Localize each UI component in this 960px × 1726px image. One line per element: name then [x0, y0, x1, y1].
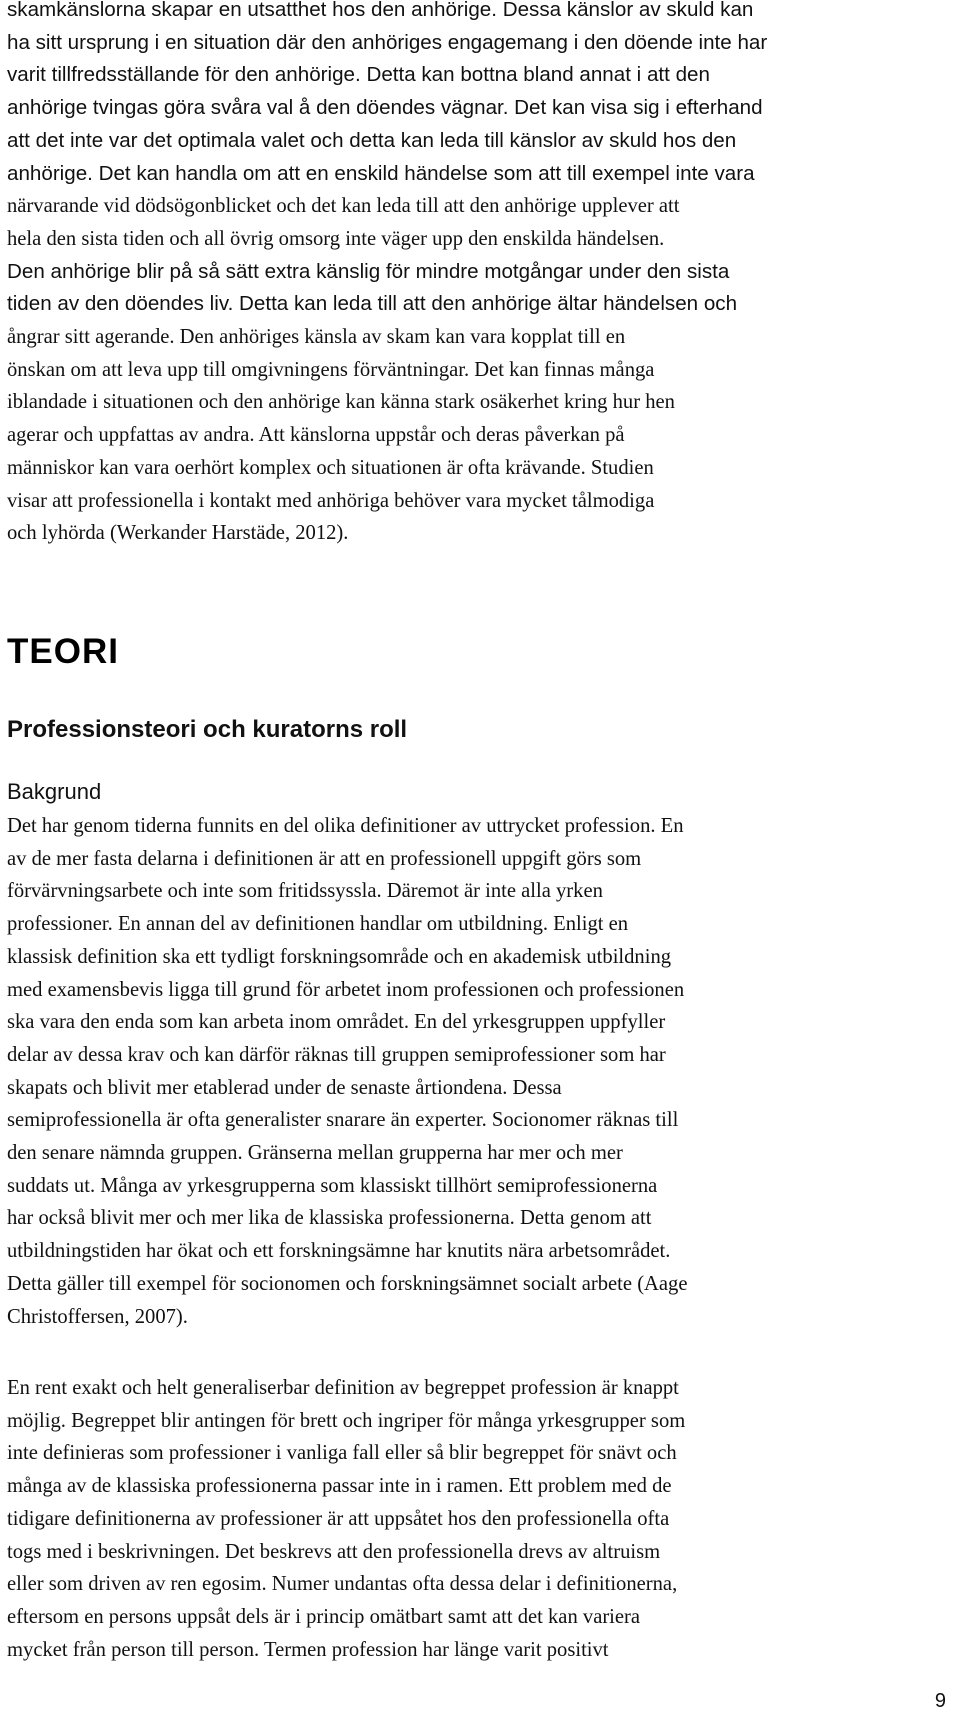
text-line: mycket från person till person. Termen profession har länge varit positivt	[7, 1638, 609, 1661]
text-line: professioner. En annan del av definitionen handlar om utbildning. Enligt en	[7, 913, 629, 936]
text-line: skamkänslorna skapar en utsatthet hos den anhörige. Dessa känslor av skuld kan	[7, 0, 754, 21]
text-line: Det har genom tiderna funnits en del olika definitioner av uttrycket profession. En	[7, 815, 684, 837]
text-line: ångrar sitt agerande. Den anhöriges känsla av skam kan vara kopplat till en	[7, 326, 626, 349]
text-line: många av de klassiska professionerna passar inte in i ramen. Ett problem med de	[7, 1475, 672, 1498]
text-line: av de mer fasta delarna i definitionen är att en professionell uppgift görs som	[7, 847, 642, 870]
body-paragraph-2	[7, 1372, 952, 1666]
text-line: iblandade i situationen och den anhörige kan känna stark osäkerhet kring hur hen	[7, 391, 675, 414]
text-line: närvarande vid dödsögonblicket och det kan leda till att den anhörige upplever att	[7, 195, 680, 218]
text-line: utbildningstiden har ökat och ett forskningsämne har knutits nära arbetsområdet.	[7, 1240, 671, 1263]
text-line: möjlig. Begreppet blir antingen för brett och ingriper för många yrkesgrupper som	[7, 1409, 686, 1432]
text-line: klassisk definition ska ett tydligt forskningsområde och en akademisk utbildning	[7, 945, 672, 968]
text-line: anhörige tvingas göra svåra val å den döendes vägnar. Det kan visa sig i efterhand	[7, 96, 763, 120]
text-fragment: Det kan handla om att en enskild händelse som att till exempel inte vara	[92, 161, 755, 185]
text-line: Den anhörige blir på så sätt extra känslig för mindre motgångar under den sista	[7, 259, 730, 283]
text-line: att det inte var det optimala valet och detta kan leda till känslor av skuld hos den	[7, 128, 737, 152]
text-line: agerar och uppfattas av andra. Att känslorna uppstår och deras påverkan på	[7, 424, 625, 447]
text-line	[7, 158, 952, 191]
text-line: suddats ut. Många av yrkesgrupperna som klassiskt tillhört semiprofessionerna	[7, 1174, 658, 1197]
text-line: inte definieras som professioner i vanliga fall eller så blir begreppet för snävt och	[7, 1442, 677, 1465]
subsection-heading: Professionsteori och kuratorns roll	[7, 716, 408, 743]
text-line: ska vara den enda som kan arbeta inom området. En del yrkesgruppen uppfyller	[7, 1011, 666, 1034]
intro-paragraph	[7, 0, 952, 550]
text-line: ha sitt ursprung i en situation där den anhöriges engagemang i den döende inte har	[7, 30, 768, 54]
text-line: skapats och blivit mer etablerad under de senaste årtiondena. Dessa	[7, 1076, 562, 1099]
text-line: har också blivit mer och mer lika de klassiska professionerna. Detta genom att	[7, 1207, 652, 1230]
text-line: eller som driven av ren egosim. Numer undantas ofta dessa delar i definitionerna,	[7, 1573, 678, 1596]
text-fragment: anhörige.	[7, 161, 93, 185]
text-line: varit tillfredsställande för den anhörige. Detta kan bottna bland annat i att den	[7, 63, 710, 87]
text-line: tidigare definitionerna av professioner är att uppsåtet hos den professionella ofta	[7, 1507, 670, 1530]
text-line: Detta gäller till exempel för socionomen och forskningsämnet socialt arbete (Aage	[7, 1272, 688, 1295]
subsubsection-heading: Bakgrund	[7, 779, 102, 804]
body-paragraph-1	[7, 810, 952, 1333]
text-line: önskan om att leva upp till omgivningens förväntningar. Det kan finnas många	[7, 358, 655, 381]
text-line: förvärvningsarbete och inte som fritidssysslа. Däremot är inte alla yrken	[7, 880, 603, 903]
text-line: togs med i beskrivningen. Det beskrevs att den professionella drevs av altruism	[7, 1540, 661, 1563]
text-line: visar att professionella i kontakt med anhöriga behöver vara mycket tålmodiga	[7, 489, 655, 512]
text-line: tiden av den döendes liv. Detta kan leda till att den anhörige ältar händelsen och	[7, 292, 738, 316]
text-line: människor kan vara oerhört komplex och situationen är ofta krävande. Studien	[7, 456, 654, 479]
section-heading: TEORI	[7, 632, 119, 671]
text-line: med examensbevis ligga till grund för arbetet inom professionen och professionen	[7, 978, 685, 1001]
page-number: 9	[934, 1690, 946, 1712]
text-line: och lyhörda (Werkander Harstäde, 2012).	[7, 522, 349, 545]
text-line: delar av dessa krav och kan därför räknas till gruppen semiprofessioner som har	[7, 1043, 666, 1066]
text-line: En rent exakt och helt generaliserbar definition av begreppet profession är knappt	[7, 1377, 679, 1399]
text-line: eftersom en persons uppsåt dels är i princip omätbart samt att det kan variera	[7, 1605, 641, 1628]
text-line: hela den sista tiden och all övrig omsorg inte väger upp den enskilda händelsen.	[7, 227, 665, 250]
text-line: Christoffersen, 2007).	[7, 1305, 188, 1328]
text-line: den senare nämnda gruppen. Gränserna mellan grupperna har mer och mer	[7, 1142, 623, 1165]
text-line: semiprofessionella är ofta generalister snarare än experter. Socionomer räknas till	[7, 1109, 679, 1132]
